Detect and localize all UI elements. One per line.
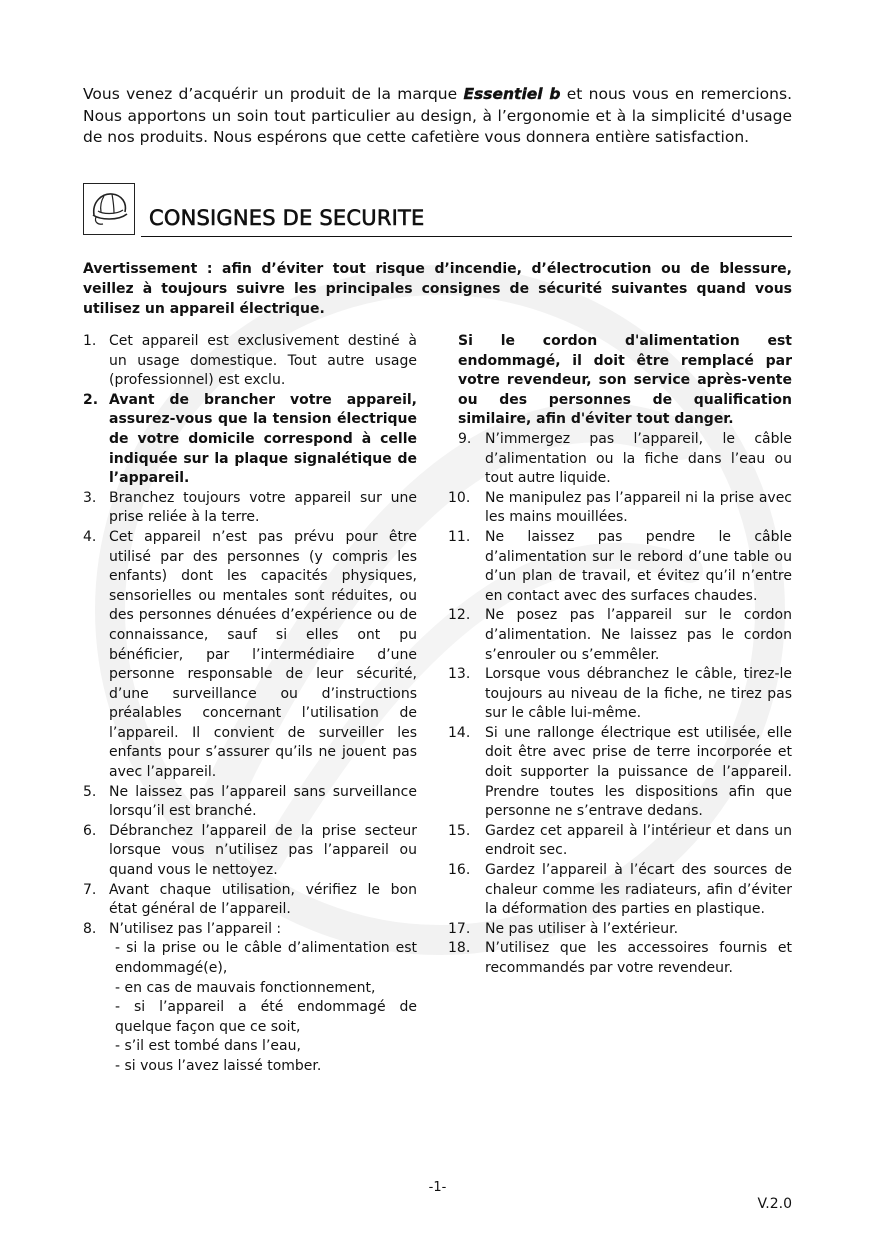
sub-item: - s’il est tombé dans l’eau, bbox=[115, 1038, 301, 1055]
list-item: 15. Gardez cet appareil à l’intérieur et dans un endroit sec. bbox=[448, 822, 792, 859]
list-item: 8. N’utilisez pas l’appareil : - si la prise ou le câble d’alimentation est endommagé(e), - en cas de mauvais fonctionnement, - si l’appareil a été endommagé de quelque façon que ce soit, - s’il est tombé dans l’eau, - si vous l’avez laissé tomber. bbox=[83, 920, 417, 1077]
sub-item: - si l’appareil a été endommagé de quelque façon que ce soit, bbox=[115, 999, 417, 1035]
list-item: 3. Branchez toujours votre appareil sur une prise reliée à la terre. bbox=[83, 489, 417, 526]
list-item: 18. N’utilisez que les accessoires fournis et recommandés par votre revendeur. bbox=[448, 940, 792, 976]
safety-helmet-icon bbox=[83, 183, 135, 235]
version-label: V.2.0 bbox=[757, 1196, 792, 1212]
sub-item: - si vous l’avez laissé tomber. bbox=[115, 1057, 322, 1074]
list-item: 10. Ne manipulez pas l’appareil ni la prise avec les mains mouillées. bbox=[448, 489, 792, 526]
list-item: 11. Ne laissez pas pendre le câble d’alimentation sur le rebord d’une table ou d’un plan de travail, et évitez qu’il n’entre en contact avec des surfaces chaudes. bbox=[448, 528, 792, 604]
page-number: -1- bbox=[428, 1180, 447, 1195]
list-item: 4. Cet appareil n’est pas prévu pour être utilisé par des personnes (y compris les enfants) dont les capacités physiques, sensorielles ou mentales sont réduites, ou des personnes dénuées d’expérience ou de connaissance, sauf si elles ont pu bénéficier, par l’intermédiaire d’une personne responsable de leur sécurité, d’une surveillance ou d’instructions préalables concernant l’utilisation de l’appareil. Il convient de surveiller les enfants pour s’assurer qu’ils ne jouent pas avec l’appareil. bbox=[83, 528, 417, 781]
list-item: 12. Ne posez pas l’appareil sur le cordon d’alimentation. Ne laissez pas le cordon s’enrouler ou s’emmêler. bbox=[448, 607, 792, 663]
sub-item: - en cas de mauvais fonctionnement, bbox=[115, 979, 376, 996]
safety-warning: Avertissement : afin d’éviter tout risque d’incendie, d’électrocution ou de blessure, veillez à toujours suivre les principales consignes de sécurité suivantes quand vous utilisez un appareil électrique. bbox=[83, 261, 792, 317]
sub-item: - si la prise ou le câble d’alimentation est endommagé(e), bbox=[115, 940, 417, 976]
list-item: 16. Gardez l’appareil à l’écart des sources de chaleur comme les radiateurs, afin d’éviter la déformation des parties en plastique. bbox=[448, 862, 792, 918]
list-item: 13. Lorsque vous débranchez le câble, tirez-le toujours au niveau de la fiche, ne tirez pas sur le câble lui-même. bbox=[448, 666, 792, 722]
list-item: 1. Cet appareil est exclusivement destiné à un usage domestique. Tout autre usage (professionnel) est exclu. bbox=[83, 333, 417, 389]
left-column bbox=[83, 332, 417, 1077]
brand-name: Essentiel b bbox=[463, 85, 561, 103]
list-item: 14. Si une rallonge électrique est utilisée, elle doit être avec prise de terre incorporée et doit supporter la puissance de l’appareil. Prendre toutes les dispositions afin que personne ne s’entrave dedans. bbox=[448, 724, 792, 820]
list-item: 7. Avant chaque utilisation, vérifiez le bon état général de l’appareil. bbox=[83, 881, 417, 918]
intro-paragraph: Vous venez d’acquérir un produit de la marque Essentiel b et nous vous en remercions. Nous apportons un soin tout particulier au design, à l’ergonomie et à la simplicité d'usage de nos produits. Nous espérons que cette cafetière vous donnera entière satisfaction. bbox=[83, 85, 792, 146]
right-column bbox=[448, 332, 792, 979]
list-item: 2. Avant de brancher votre appareil, assurez-vous que la tension électrique de votre domicile correspond à celle indiquée sur la plaque signalétique de l’appareil. bbox=[83, 391, 417, 487]
list-item: 9. N’immergez pas l’appareil, le câble d’alimentation ou la fiche dans l’eau ou tout autre liquide. bbox=[458, 430, 792, 487]
list-item: 17. Ne pas utiliser à l’extérieur. bbox=[448, 920, 679, 937]
section-title: CONSIGNES DE SECURITE bbox=[149, 206, 425, 230]
cord-replacement-note: Si le cordon d'alimentation est endommagé, il doit être remplacé par votre revendeur, son service après-vente ou des personnes de qualification similaire, afin d'éviter tout danger. bbox=[458, 333, 792, 428]
list-item: 5. Ne laissez pas l’appareil sans surveillance lorsqu’il est branché. bbox=[83, 783, 417, 820]
list-item: 6. Débranchez l’appareil de la prise secteur lorsque vous n’utilisez pas l’appareil ou quand vous le nettoyez. bbox=[83, 822, 417, 879]
section-divider bbox=[141, 236, 792, 237]
